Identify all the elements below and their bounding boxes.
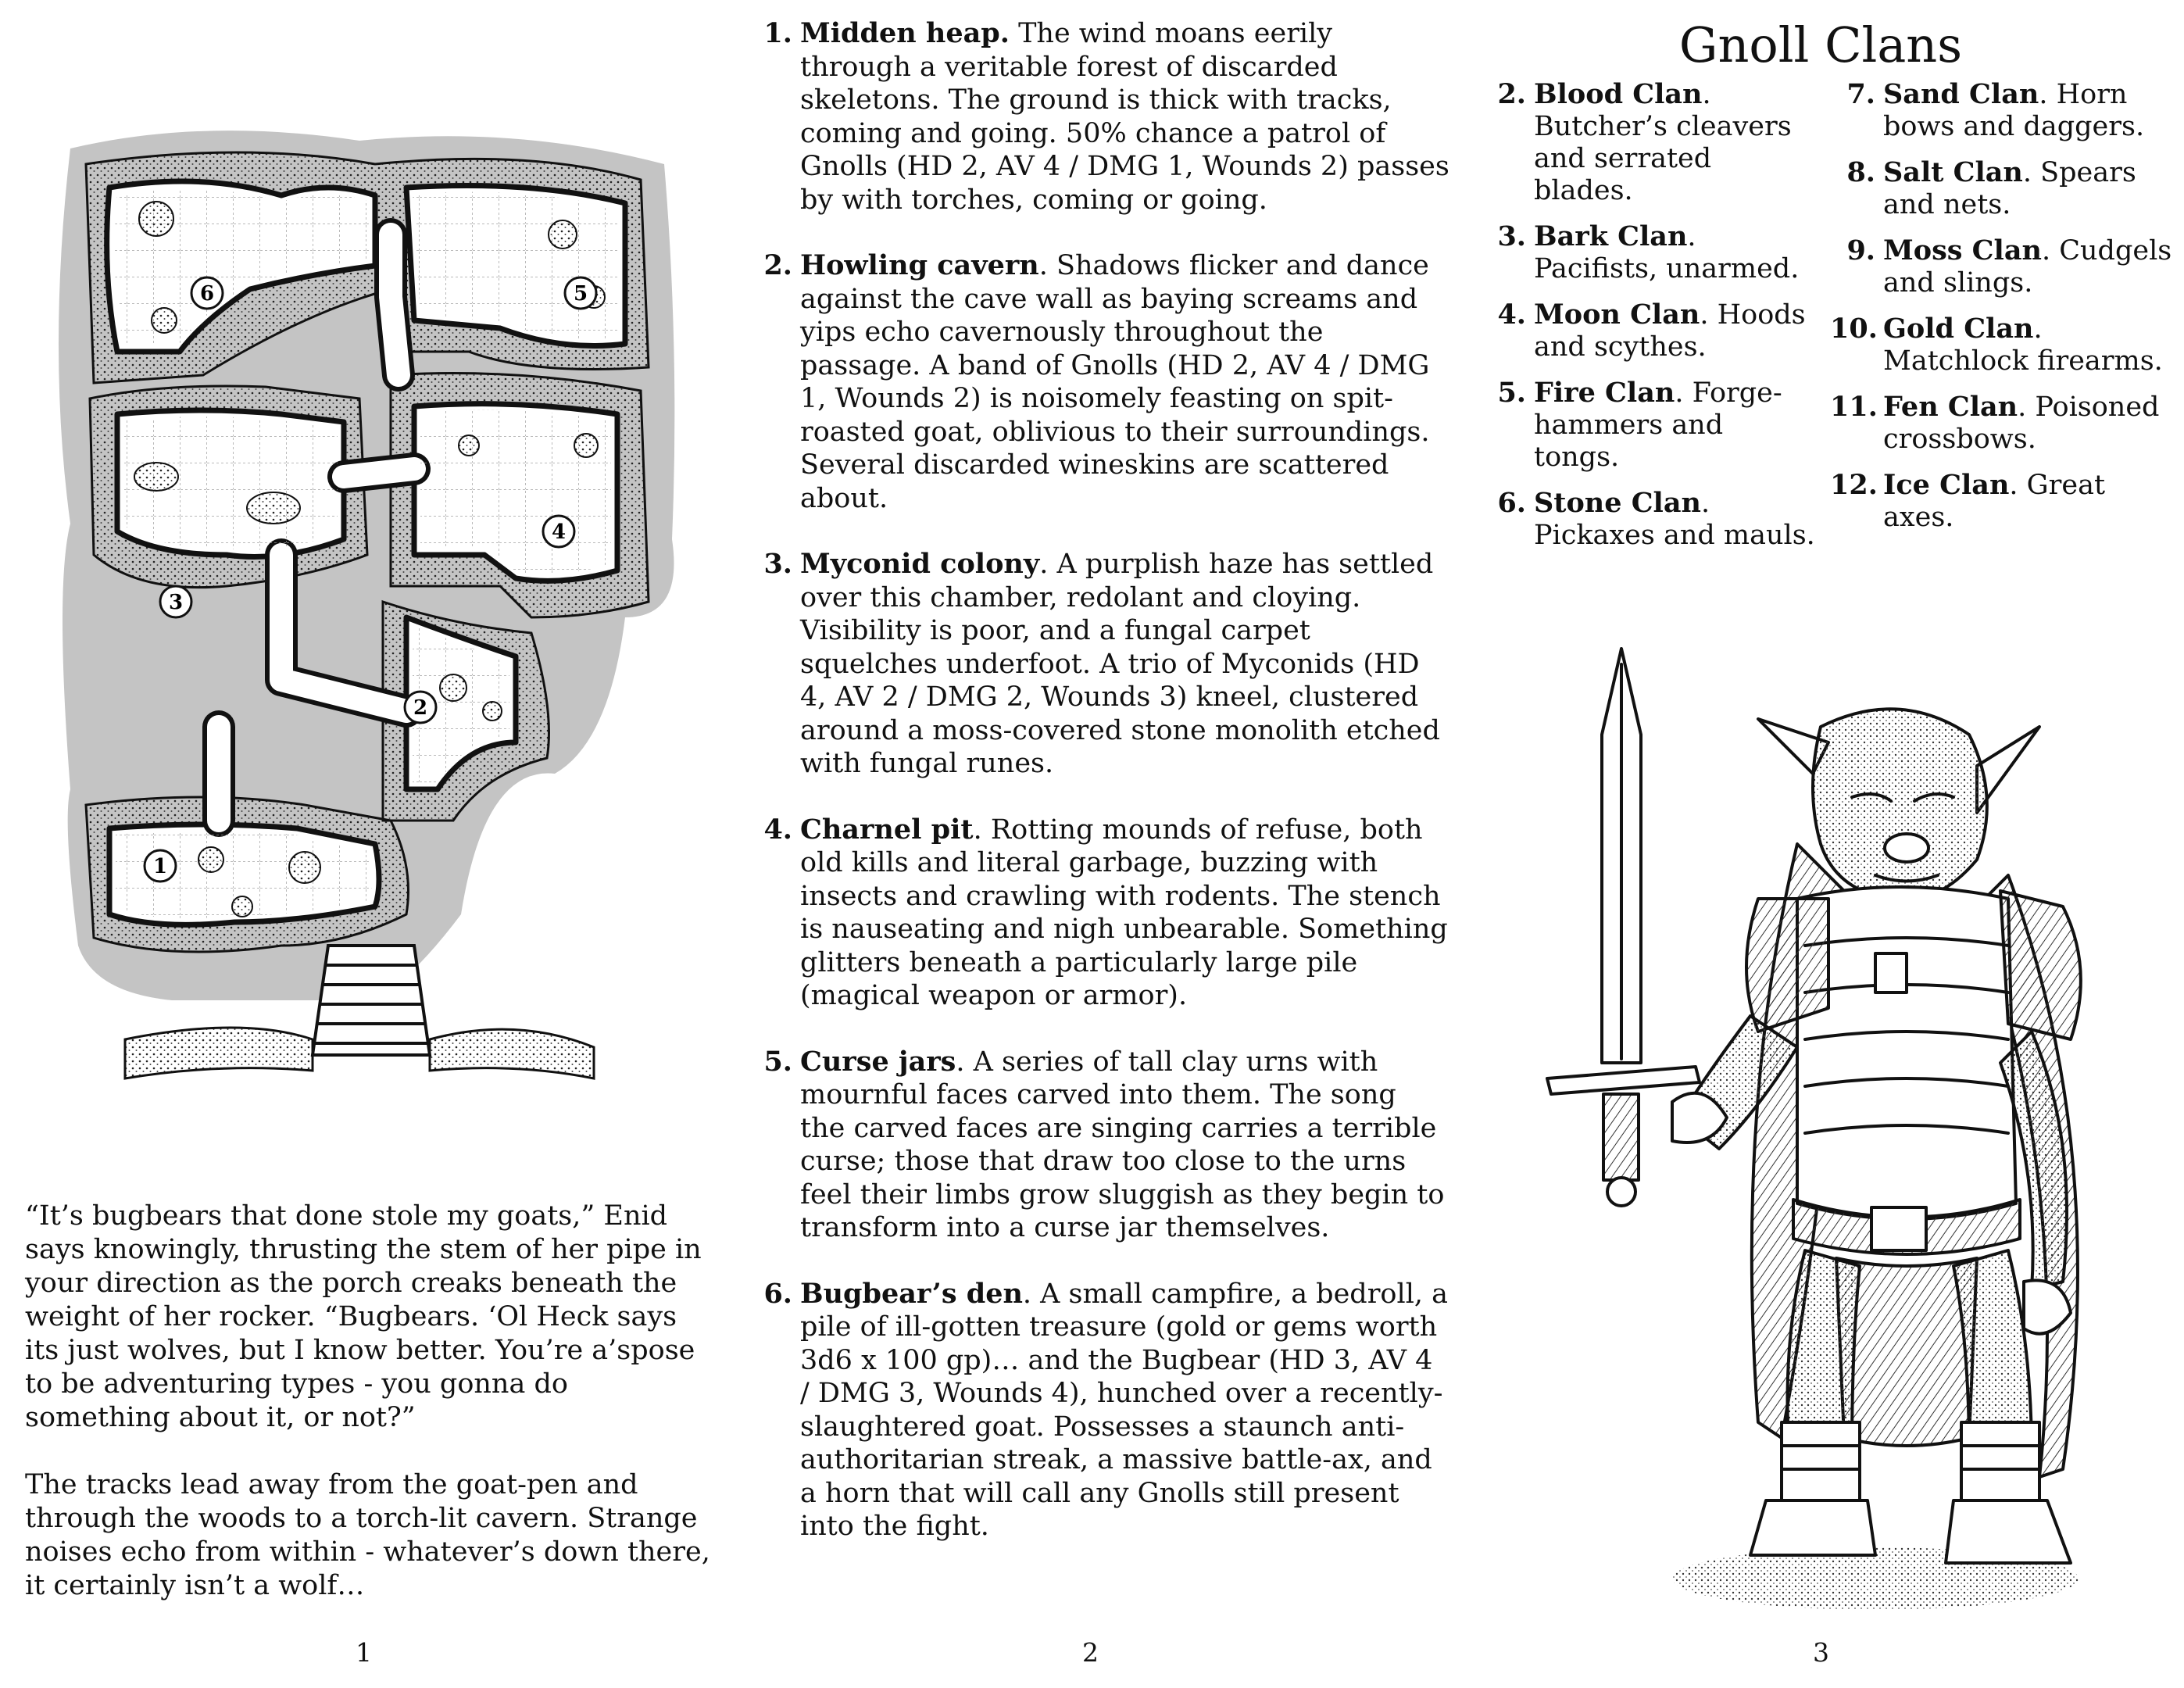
room-number: 3. (763, 548, 792, 580)
room-number: 5. (763, 1045, 792, 1078)
clan-name: Gold Clan (1883, 313, 2034, 345)
room-marker-3 (160, 586, 191, 617)
page-2 (727, 0, 1457, 1688)
room-title: Charnel pit (800, 813, 974, 846)
intro-paragraph-2: The tracks lead away from the goat-pen and through the woods to a torch-lit cavern. Strange noises echo from within - whatever’s down there, it certainly isn’t a wolf… (25, 1469, 710, 1601)
clan-number: 5. (1497, 377, 1526, 409)
clan-name: Moss Clan (1883, 234, 2042, 266)
clan-name: Blood Clan (1534, 78, 1703, 110)
clan-number: 11. (1830, 391, 1878, 423)
clan-entry (1481, 377, 1817, 474)
room-title: Myconid colony (800, 548, 1040, 580)
clan-name: Ice Clan (1883, 469, 2010, 501)
room-number: 2. (763, 249, 792, 281)
room-entry-4 (750, 814, 1449, 1013)
room-key (750, 17, 1449, 1576)
gnoll-illustration (1500, 641, 2149, 1625)
room-title: Curse jars (800, 1045, 956, 1078)
dungeon-map (47, 117, 688, 1094)
clan-number: 2. (1497, 78, 1526, 110)
room-title: Midden heap. (800, 17, 1010, 49)
page-number-2: 2 (1082, 1637, 1099, 1668)
clans-heading: Gnoll Clans (1678, 16, 1963, 73)
intro-paragraph-1: “It’s bugbears that done stole my goats,” Enid says knowingly, thrusting the stem of her pipe in your direction as the porch creaks beneath the weight of her rocker. “Bugbears. ‘Ol Heck says its just wolves, but I know better. You’re a’spose to be adventuring types - you gonna do something about it, or not?” (25, 1200, 702, 1433)
room-entry-2 (750, 249, 1449, 515)
clan-entry (1481, 487, 1817, 552)
clan-entry (1481, 78, 1817, 207)
clan-name: Moon Clan (1534, 299, 1700, 331)
clan-entry (1830, 78, 2174, 143)
room-number: 6. (763, 1277, 792, 1310)
clan-list-left (1481, 78, 1817, 565)
svg-text:2: 2 (413, 696, 428, 720)
clan-entry (1830, 391, 2174, 456)
clan-entry (1830, 469, 2174, 534)
room-description: . Shadows flicker and dance against the cave wall as baying screams and yips echo cavernously throughout the passage. A band of Gnolls (HD 2, AV 4 / DMG 1, Wounds 2) is noisomely feasting on spit-roasted goat, oblivious to their surroundings. Several discarded wineskins are scattered about. (800, 250, 1430, 514)
clan-entry (1830, 313, 2174, 377)
room-description: . A purplish haze has settled over this chamber, redolant and cloying. Visibility is poor, and a fungal carpet squelches underfoot. A trio of Myconids (HD 4, AV 2 / DMG 2, Wounds 3) kneel, clustered around a moss-covered stone monolith etched with fungal runes. (800, 549, 1440, 779)
clan-weapons: . Pickaxes and mauls. (1534, 488, 1815, 551)
clan-name: Sand Clan (1883, 78, 2039, 110)
clan-number: 12. (1830, 469, 1878, 501)
clan-list-right (1830, 78, 2174, 547)
room-marker-5 (565, 277, 596, 309)
room-entry-1 (750, 17, 1449, 216)
clan-weapons: . Poisoned crossbows. (1883, 392, 2160, 455)
room-number: 4. (763, 813, 792, 846)
clan-weapons: . Spears and nets. (1883, 157, 2136, 220)
room-title: Howling cavern (800, 249, 1039, 281)
svg-text:3: 3 (168, 591, 184, 614)
page-number-3: 3 (1813, 1637, 1829, 1668)
clan-weapons: . Pacifists, unarmed. (1534, 221, 1800, 284)
clan-weapons: . Matchlock firearms. (1883, 313, 2163, 377)
clan-weapons: . Forge-hammers and tongs. (1534, 377, 1782, 473)
clan-name: Fire Clan (1534, 377, 1675, 409)
svg-text:1: 1 (152, 855, 168, 878)
room-description: . Rotting mounds of refuse, both old kills and literal garbage, buzzing with insects and crawling with rodents. The stench is nauseating and nigh unbearable. Something glitters beneath a particularly large pile (magical weapon or armor). (800, 814, 1448, 1011)
room-entry-3 (750, 548, 1449, 781)
room-description: . A small campfire, a bedroll, a pile of ill-gotten treasure (gold or gems worth 3d6 x 100 gp)… and the Bugbear (HD 3, AV 4 / DMG 3, Wounds 4), hunched over a recently-slaughtered goat. Possesses a staunch anti-authoritarian streak, a massive battle-ax, and a horn that will call any Gnolls still present into the fight. (800, 1278, 1449, 1542)
svg-text:4: 4 (551, 520, 567, 544)
clan-number: 10. (1830, 313, 1878, 345)
room-marker-4 (543, 516, 574, 547)
gnoll-warrior-drawing (1500, 641, 2149, 1625)
page-1 (0, 0, 727, 1688)
page-number-1: 1 (356, 1637, 372, 1668)
clan-entry (1481, 220, 1817, 285)
clan-weapons: . Butcher’s cleavers and serrated blades. (1534, 79, 1792, 206)
clan-number: 7. (1846, 78, 1875, 110)
intro-text (25, 1200, 713, 1636)
clan-entry (1830, 234, 2174, 299)
clan-weapons: . Horn bows and daggers. (1883, 79, 2145, 142)
svg-text:5: 5 (573, 282, 588, 306)
room-marker-2 (405, 692, 436, 723)
clan-name: Stone Clan (1534, 487, 1701, 519)
clan-number: 6. (1497, 487, 1526, 519)
clan-name: Salt Clan (1883, 156, 2023, 188)
clan-number: 3. (1497, 220, 1526, 252)
room-marker-6 (191, 277, 223, 309)
room-description: The wind moans eerily through a veritable forest of discarded skeletons. The ground is thick with tracks, coming and going. 50% chance a patrol of Gnolls (HD 2, AV 4 / DMG 1, Wounds 2) passes by with torches, coming or going. (800, 18, 1449, 216)
clan-weapons: . Hoods and scythes. (1534, 299, 1806, 363)
room-number: 1. (763, 17, 792, 49)
clan-entry (1481, 299, 1817, 363)
clan-number: 9. (1846, 234, 1875, 266)
clan-entry (1830, 156, 2174, 221)
clan-number: 8. (1846, 156, 1875, 188)
page-3 (1457, 0, 2184, 1688)
clan-weapons: . Great axes. (1883, 470, 2106, 533)
room-marker-1 (145, 850, 176, 882)
room-entry-5 (750, 1046, 1449, 1245)
clan-name: Fen Clan (1883, 391, 2018, 423)
clan-weapons: . Cudgels and slings. (1883, 235, 2172, 299)
cavern-map-drawing (47, 117, 688, 1094)
room-title: Bugbear’s den (800, 1277, 1023, 1310)
room-entry-6 (750, 1278, 1449, 1543)
clan-name: Bark Clan (1534, 220, 1688, 252)
clan-number: 4. (1497, 299, 1526, 331)
svg-text:6: 6 (199, 282, 215, 306)
room-description: . A series of tall clay urns with mournful faces carved into them. The song the carved faces are singing carries a terrible curse; those that draw too close to the urns feel their limbs grow sluggish as they begin to transform into a curse jar themselves. (800, 1046, 1445, 1243)
